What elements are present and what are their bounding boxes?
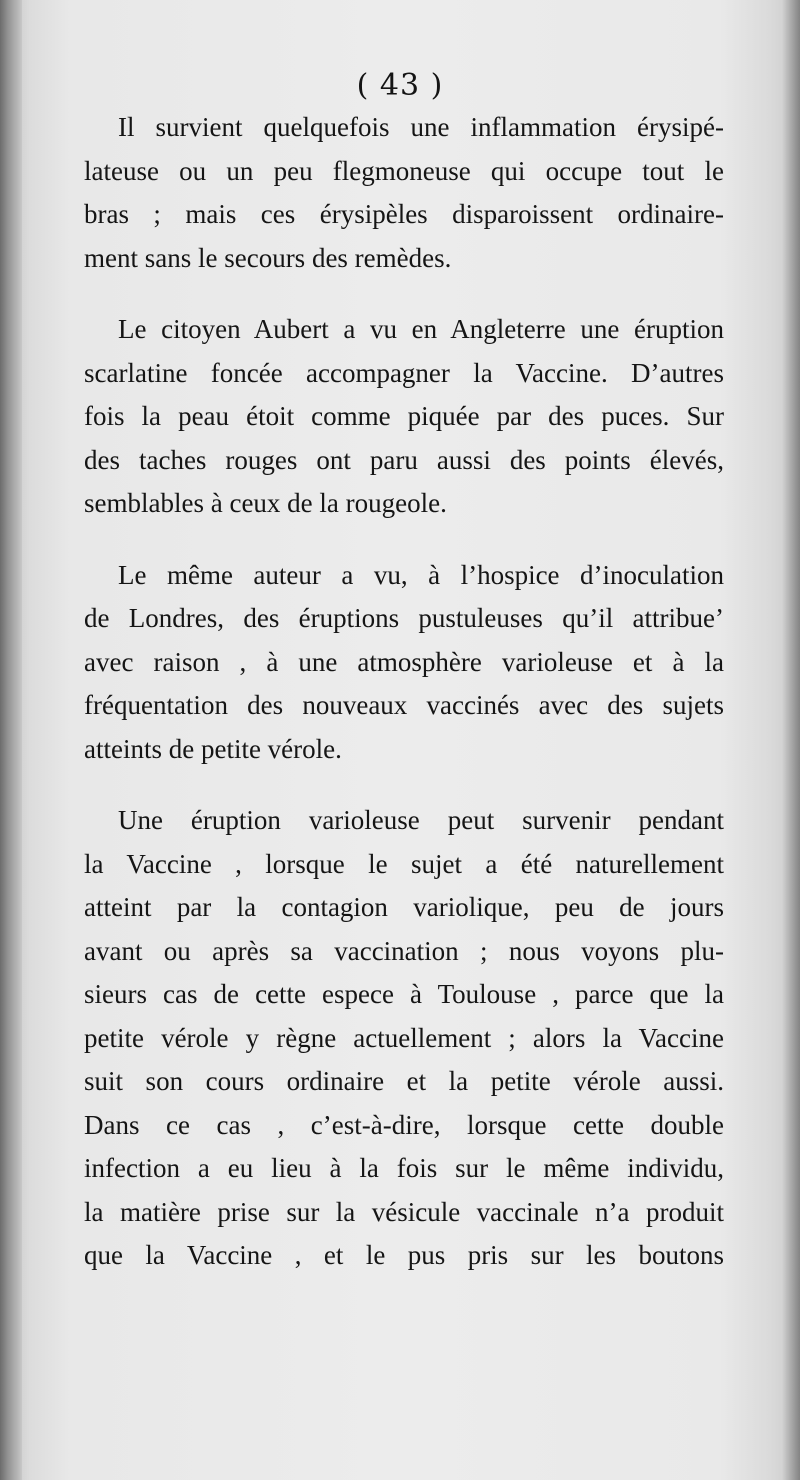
text-line: la matière prise sur la vésicule vaccinale n’a produit	[84, 1196, 724, 1227]
text-line: atteints de petite vérole.	[84, 733, 342, 764]
text-line: Le même auteur a vu, à l’hospice d’inoculation	[118, 559, 724, 590]
text-line: suit son cours ordinaire et la petite vérole aussi.	[84, 1066, 724, 1096]
text-line: Une éruption varioleuse peut survenir pendant	[118, 805, 724, 835]
text-line: infection a eu lieu à la fois sur le même individu,	[84, 1153, 724, 1183]
text-line: de Londres, des éruptions pustuleuses qu’il attribue’	[84, 603, 724, 633]
page-binding-shadow	[0, 0, 22, 1480]
text-line: avec raison , à une atmosphère varioleuse et à la	[84, 646, 724, 677]
text-line: petite vérole y règne actuellement ; alors la Vaccine	[84, 1022, 724, 1053]
text-line: que la Vaccine , et le pus pris sur les boutons	[84, 1240, 724, 1270]
text-line: sieurs cas de cette espece à Toulouse , parce que la	[84, 979, 724, 1009]
text-line: des taches rouges ont paru aussi des points élevés,	[84, 444, 724, 475]
paragraph-2	[84, 308, 724, 526]
text-line: avant ou après sa vaccination ; nous voyons plu-	[84, 935, 724, 966]
text-line: lateuse ou un peu flegmoneuse qui occupe tout le	[84, 155, 724, 186]
text-line: atteint par la contagion variolique, peu de jours	[84, 892, 724, 922]
text-line: scarlatine foncée accompagner la Vaccine. D’autres	[84, 357, 724, 388]
paragraph-3	[84, 554, 724, 772]
text-line: fois la peau étoit comme piquée par des puces. Sur	[84, 401, 724, 431]
paragraph-1	[84, 106, 724, 280]
text-line: Il survient quelquefois une inflammation érysipé-	[118, 112, 724, 142]
text-line: semblables à ceux de la rougeole.	[84, 488, 447, 518]
page-edge-shadow	[782, 0, 800, 1480]
body-text	[84, 106, 724, 1278]
page-number: ( 43 )	[356, 68, 444, 103]
text-line: bras ; mais ces érysipèles disparoissent ordinaire-	[84, 199, 724, 229]
paragraph-4	[84, 799, 724, 1278]
text-line: Dans ce cas , c’est-à-dire, lorsque cette double	[84, 1109, 724, 1140]
text-line: la Vaccine , lorsque le sujet a été naturellement	[84, 848, 724, 879]
text-line: ment sans le secours des remèdes.	[84, 242, 452, 273]
text-line: fréquentation des nouveaux vaccinés avec des sujets	[84, 690, 724, 720]
text-line: Le citoyen Aubert a vu en Angleterre une éruption	[118, 314, 724, 344]
